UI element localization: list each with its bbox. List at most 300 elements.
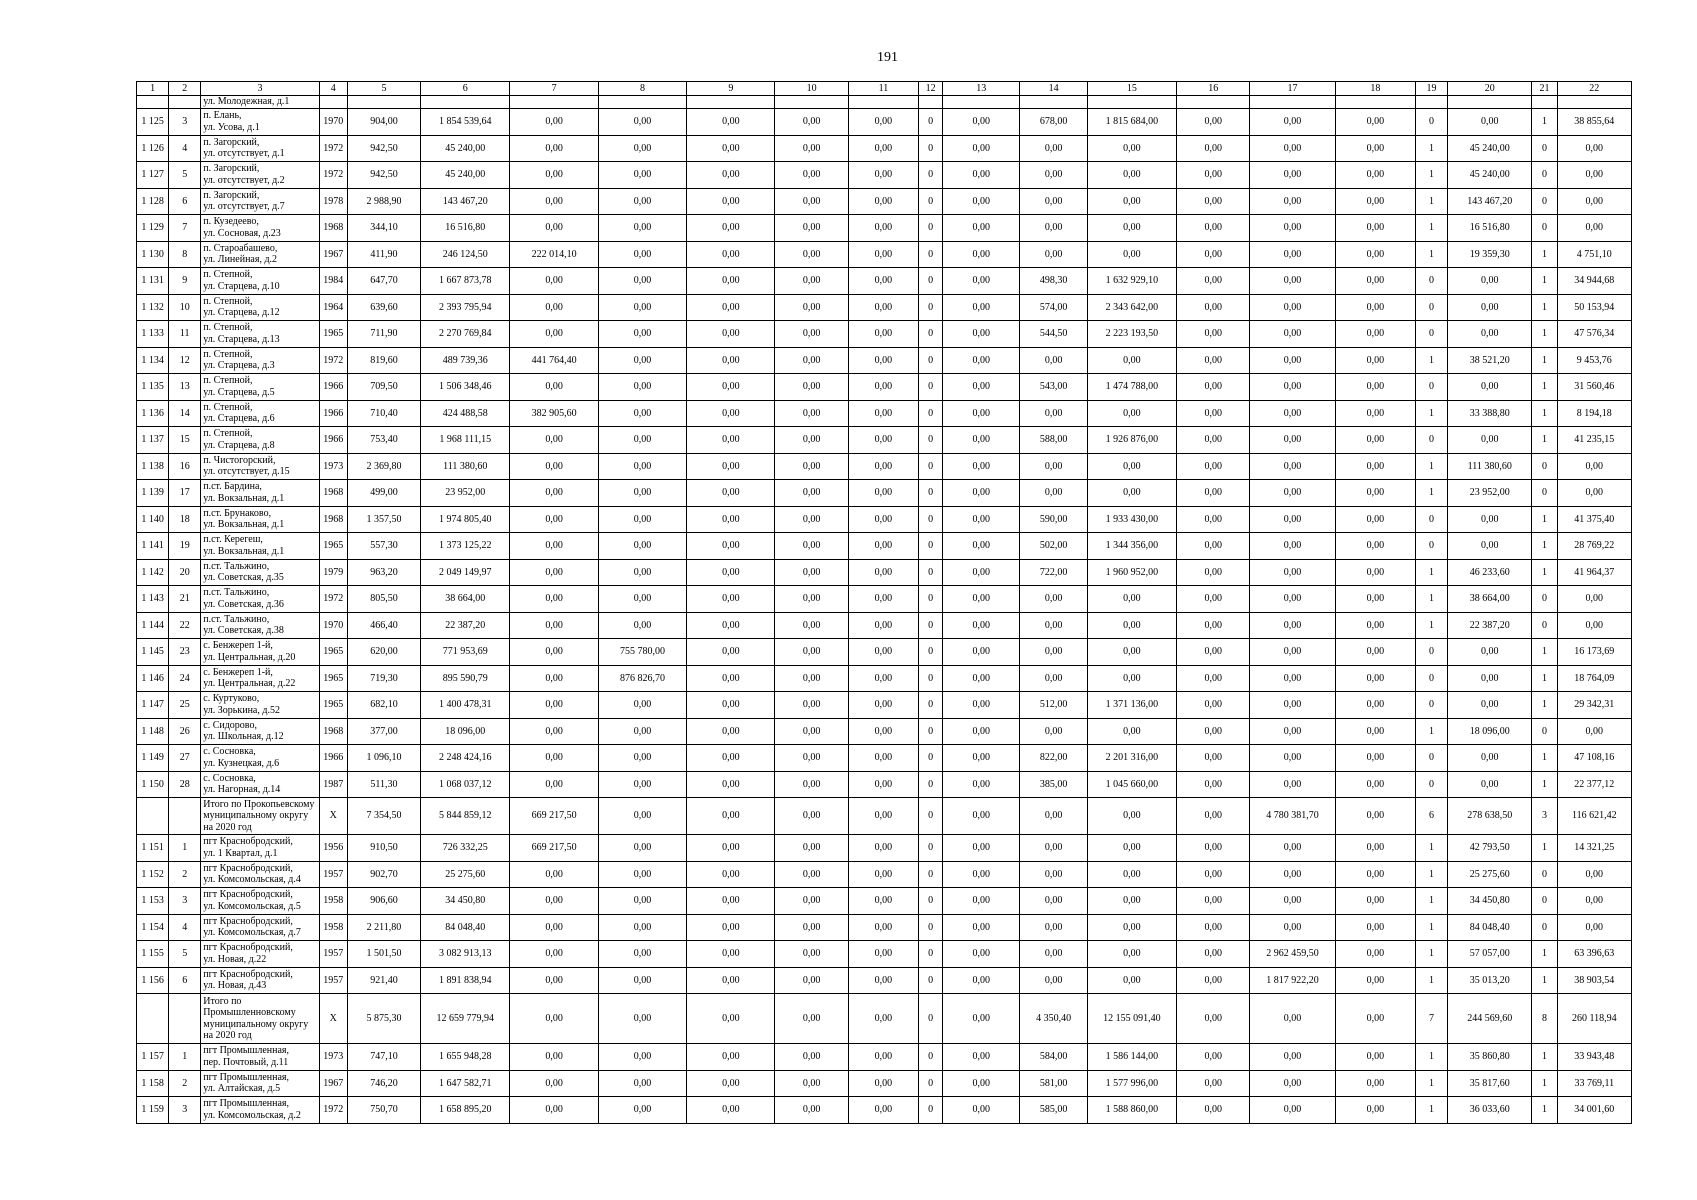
table-cell: 0,00 <box>943 835 1020 862</box>
table-cell: 0,00 <box>687 994 775 1044</box>
table-cell: 31 560,46 <box>1557 374 1631 401</box>
table-cell: 2 223 193,50 <box>1087 321 1176 348</box>
table-row <box>137 1070 1632 1097</box>
table-cell <box>943 96 1020 109</box>
table-cell: 0,00 <box>1087 914 1176 941</box>
table-row <box>137 268 1632 295</box>
table-cell: 0,00 <box>687 268 775 295</box>
table-row <box>137 1044 1632 1071</box>
table-cell: 1 655 948,28 <box>421 1044 510 1071</box>
table-cell: 1 667 873,78 <box>421 268 510 295</box>
table-cell: 0,00 <box>687 321 775 348</box>
table-cell: 1 968 111,15 <box>421 427 510 454</box>
table-cell: 0,00 <box>1020 835 1087 862</box>
table-cell: 0,00 <box>1335 1070 1415 1097</box>
table-cell: 0,00 <box>510 692 598 719</box>
table-cell: 41 964,37 <box>1557 559 1631 586</box>
table-cell: 1973 <box>319 1044 347 1071</box>
column-header: 9 <box>687 82 775 96</box>
table-cell: 0 <box>1415 692 1447 719</box>
table-row <box>137 162 1632 189</box>
table-cell: 8 <box>169 241 201 268</box>
table-cell <box>1250 96 1335 109</box>
table-cell: 424 488,58 <box>421 400 510 427</box>
table-cell: 0,00 <box>1250 215 1335 242</box>
table-cell: 0,00 <box>687 1044 775 1071</box>
table-cell: 27 <box>169 745 201 772</box>
table-row <box>137 347 1632 374</box>
table-cell: 23 952,00 <box>1448 480 1532 507</box>
table-cell: 1 <box>169 835 201 862</box>
table-cell: 0,00 <box>1335 506 1415 533</box>
table-cell: 0,00 <box>1250 835 1335 862</box>
table-cell: 34 001,60 <box>1557 1097 1631 1124</box>
table-cell: 0 <box>1532 718 1557 745</box>
table-cell: 0,00 <box>510 321 598 348</box>
table-cell: 3 <box>169 888 201 915</box>
table-cell: 0,00 <box>1335 321 1415 348</box>
table-cell: 1 474 788,00 <box>1087 374 1176 401</box>
table-cell: 0,00 <box>1177 718 1250 745</box>
table-cell: 0,00 <box>848 692 918 719</box>
address-cell: пгт Краснобродский, ул. Комсомольская, д.7 <box>201 914 319 941</box>
table-cell: 0,00 <box>1335 347 1415 374</box>
table-cell: 0,00 <box>1177 268 1250 295</box>
column-header: 17 <box>1250 82 1335 96</box>
table-cell: 0,00 <box>1177 188 1250 215</box>
table-cell: 0 <box>919 533 943 560</box>
address-cell: п. Елань, ул. Усова, д.1 <box>201 109 319 136</box>
table-cell: 0,00 <box>848 453 918 480</box>
table-cell: 0,00 <box>1177 480 1250 507</box>
table-cell: 0 <box>1532 135 1557 162</box>
table-cell: 0 <box>1532 586 1557 613</box>
table-cell: 0,00 <box>943 639 1020 666</box>
table-cell: 0,00 <box>775 162 848 189</box>
table-cell: 22 387,20 <box>421 612 510 639</box>
table-cell: 0,00 <box>1020 162 1087 189</box>
table-cell: 0 <box>919 347 943 374</box>
table-cell: 1 <box>1532 241 1557 268</box>
table-cell: 385,00 <box>1020 771 1087 798</box>
table-cell: 4 780 381,70 <box>1250 798 1335 835</box>
table-row <box>137 559 1632 586</box>
table-cell: 0,00 <box>943 967 1020 994</box>
table-cell: 33 388,80 <box>1448 400 1532 427</box>
column-header: 21 <box>1532 82 1557 96</box>
table-cell: 1 <box>169 1044 201 1071</box>
table-cell: 0,00 <box>598 835 686 862</box>
table-cell: 0,00 <box>1177 1097 1250 1124</box>
table-cell: 0 <box>919 453 943 480</box>
table-cell <box>510 96 598 109</box>
table-cell: 0 <box>1532 480 1557 507</box>
table-cell: 1 145 <box>137 639 169 666</box>
table-cell: 0,00 <box>775 586 848 613</box>
table-cell: 0,00 <box>775 888 848 915</box>
address-cell: пгт Промышленная, ул. Комсомольская, д.2 <box>201 1097 319 1124</box>
table-cell: 1966 <box>319 745 347 772</box>
table-cell: 38 664,00 <box>1448 586 1532 613</box>
column-header: 6 <box>421 82 510 96</box>
table-cell: 45 240,00 <box>421 135 510 162</box>
table-cell: 22 377,12 <box>1557 771 1631 798</box>
table-cell: 0,00 <box>943 480 1020 507</box>
table-cell: 0,00 <box>510 718 598 745</box>
table-cell: 0,00 <box>1020 888 1087 915</box>
table-row <box>137 109 1632 136</box>
table-cell: 502,00 <box>1020 533 1087 560</box>
table-row <box>137 639 1632 666</box>
table-row <box>137 692 1632 719</box>
table-cell: 45 240,00 <box>421 162 510 189</box>
table-cell: 0,00 <box>775 294 848 321</box>
data-table <box>136 81 1632 1124</box>
table-cell: 0,00 <box>775 861 848 888</box>
table-cell: 0,00 <box>1335 215 1415 242</box>
table-row <box>137 1097 1632 1124</box>
table-row <box>137 835 1632 862</box>
address-cell: пгт Промышленная, ул. Алтайская, д.5 <box>201 1070 319 1097</box>
table-cell: 0,00 <box>775 321 848 348</box>
table-cell: 0,00 <box>1177 861 1250 888</box>
table-cell: 1965 <box>319 665 347 692</box>
table-cell: 0,00 <box>687 559 775 586</box>
table-cell: 0,00 <box>1177 639 1250 666</box>
table-cell: 0,00 <box>510 427 598 454</box>
table-cell: 0,00 <box>1335 453 1415 480</box>
table-cell: 0,00 <box>598 1044 686 1071</box>
table-cell: 0,00 <box>598 135 686 162</box>
table-cell: 0,00 <box>848 639 918 666</box>
table-cell: 0,00 <box>687 374 775 401</box>
table-cell: 1 132 <box>137 294 169 321</box>
address-cell: п. Степной, ул. Старцева, д.3 <box>201 347 319 374</box>
table-cell: 0,00 <box>1087 135 1176 162</box>
table-cell: 0,00 <box>687 294 775 321</box>
table-cell: 1965 <box>319 321 347 348</box>
table-cell: 0,00 <box>1335 480 1415 507</box>
table-cell: 1 974 805,40 <box>421 506 510 533</box>
table-cell: 0,00 <box>598 533 686 560</box>
table-cell: 0,00 <box>1250 914 1335 941</box>
column-header: 2 <box>169 82 201 96</box>
header-row <box>137 82 1632 96</box>
table-cell: 498,30 <box>1020 268 1087 295</box>
table-cell: 0,00 <box>775 480 848 507</box>
table-cell: 557,30 <box>347 533 420 560</box>
table-cell: 489 739,36 <box>421 347 510 374</box>
table-cell: 0,00 <box>1335 241 1415 268</box>
table-row <box>137 771 1632 798</box>
table-cell: 0,00 <box>687 506 775 533</box>
column-header: 8 <box>598 82 686 96</box>
table-cell: 1972 <box>319 1097 347 1124</box>
table-cell: 0,00 <box>687 888 775 915</box>
address-cell: пгт Краснобродский, ул. Новая, д.22 <box>201 941 319 968</box>
table-cell: 246 124,50 <box>421 241 510 268</box>
table-cell: 0,00 <box>943 453 1020 480</box>
table-cell: 0 <box>1415 665 1447 692</box>
table-cell: 0,00 <box>1335 400 1415 427</box>
table-cell: 1 152 <box>137 861 169 888</box>
table-cell: 1965 <box>319 533 347 560</box>
table-cell: 0,00 <box>1020 639 1087 666</box>
table-cell: 3 <box>169 109 201 136</box>
table-cell: 382 905,60 <box>510 400 598 427</box>
table-cell: 1 153 <box>137 888 169 915</box>
table-cell: 1 <box>1415 241 1447 268</box>
address-cell: пгт Краснобродский, ул. 1 Квартал, д.1 <box>201 835 319 862</box>
table-cell: 1 154 <box>137 914 169 941</box>
table-cell: 1 136 <box>137 400 169 427</box>
table-cell: 639,60 <box>347 294 420 321</box>
table-cell: 1 <box>1415 861 1447 888</box>
table-cell: 0,00 <box>943 994 1020 1044</box>
table-cell: 0 <box>1532 188 1557 215</box>
table-cell: 0,00 <box>775 109 848 136</box>
table-cell: 1970 <box>319 109 347 136</box>
table-cell: 1 068 037,12 <box>421 771 510 798</box>
table-cell: 942,50 <box>347 162 420 189</box>
table-cell: 0,00 <box>943 1097 1020 1124</box>
table-cell: 0,00 <box>943 215 1020 242</box>
table-cell: 0,00 <box>687 1097 775 1124</box>
table-cell: 0,00 <box>687 835 775 862</box>
table-cell: 0,00 <box>687 109 775 136</box>
address-cell: п. Степной, ул. Старцева, д.6 <box>201 400 319 427</box>
table-cell: 0,00 <box>848 798 918 835</box>
table-cell: 0,00 <box>687 347 775 374</box>
table-cell: 18 096,00 <box>1448 718 1532 745</box>
table-cell: 0,00 <box>848 771 918 798</box>
table-cell: 0,00 <box>598 967 686 994</box>
table-cell: 1966 <box>319 400 347 427</box>
table-cell: 0 <box>919 135 943 162</box>
table-cell: 0,00 <box>510 453 598 480</box>
table-cell: 0,00 <box>1020 914 1087 941</box>
table-cell: 0,00 <box>598 109 686 136</box>
table-cell: 1 <box>1415 188 1447 215</box>
table-cell: 0,00 <box>1250 559 1335 586</box>
address-cell: п. Степной, ул. Старцева, д.13 <box>201 321 319 348</box>
table-cell: 0,00 <box>943 162 1020 189</box>
table-cell: 0,00 <box>1177 321 1250 348</box>
table-cell: 0,00 <box>1177 745 1250 772</box>
table-cell: 574,00 <box>1020 294 1087 321</box>
address-cell: п. Степной, ул. Старцева, д.8 <box>201 427 319 454</box>
table-cell: 41 375,40 <box>1557 506 1631 533</box>
table-cell: 0,00 <box>1177 294 1250 321</box>
table-cell: 0,00 <box>1020 586 1087 613</box>
address-cell: с. Бенжереп 1-й, ул. Центральная, д.20 <box>201 639 319 666</box>
table-cell: 0,00 <box>687 941 775 968</box>
table-cell: 111 380,60 <box>421 453 510 480</box>
table-cell: 0,00 <box>687 798 775 835</box>
table-row <box>137 294 1632 321</box>
table-cell: 0,00 <box>943 771 1020 798</box>
table-cell: 0,00 <box>1250 861 1335 888</box>
table-cell: 0,00 <box>510 967 598 994</box>
column-header: 1 <box>137 82 169 96</box>
table-cell: 6 <box>169 967 201 994</box>
table-cell: 0,00 <box>1557 718 1631 745</box>
table-cell: 9 453,76 <box>1557 347 1631 374</box>
table-cell: 1966 <box>319 374 347 401</box>
table-cell: 0,00 <box>1250 162 1335 189</box>
column-header: 13 <box>943 82 1020 96</box>
table-cell: 0,00 <box>687 639 775 666</box>
table-cell: 0 <box>919 692 943 719</box>
table-cell: 0,00 <box>598 888 686 915</box>
table-row <box>137 665 1632 692</box>
table-cell: 511,30 <box>347 771 420 798</box>
table-cell: 0,00 <box>1335 639 1415 666</box>
table-cell: 0,00 <box>775 453 848 480</box>
table-cell: 1 <box>1415 347 1447 374</box>
table-cell: 1 <box>1532 1044 1557 1071</box>
table-cell: 1 <box>1415 941 1447 968</box>
table-cell: 1 373 125,22 <box>421 533 510 560</box>
table-cell: 1 <box>1532 559 1557 586</box>
table-cell: 0,00 <box>943 427 1020 454</box>
table-cell: 5 <box>169 941 201 968</box>
table-cell: 1 926 876,00 <box>1087 427 1176 454</box>
table-cell: 11 <box>169 321 201 348</box>
table-cell: 0,00 <box>1557 914 1631 941</box>
table-cell: 1972 <box>319 135 347 162</box>
table-cell: 0 <box>919 639 943 666</box>
table-row <box>137 427 1632 454</box>
table-row <box>137 215 1632 242</box>
table-cell: 0,00 <box>1177 586 1250 613</box>
address-cell: ул. Молодежная, д.1 <box>201 96 319 109</box>
table-cell: 805,50 <box>347 586 420 613</box>
table-cell: 0,00 <box>687 400 775 427</box>
table-cell: 377,00 <box>347 718 420 745</box>
table-cell: 0,00 <box>943 188 1020 215</box>
table-cell: 0,00 <box>943 321 1020 348</box>
table-cell: 0 <box>919 941 943 968</box>
column-header: 20 <box>1448 82 1532 96</box>
table-cell <box>1415 96 1447 109</box>
table-row <box>137 480 1632 507</box>
table-cell: 1 <box>1532 745 1557 772</box>
table-cell: 0,00 <box>1177 135 1250 162</box>
table-cell: 1 <box>1415 967 1447 994</box>
address-cell: пгт Промышленная, пер. Почтовый, д.11 <box>201 1044 319 1071</box>
table-cell: 0,00 <box>1557 162 1631 189</box>
table-cell: 0 <box>919 506 943 533</box>
table-cell: 0,00 <box>510 941 598 968</box>
table-cell: 0,00 <box>1250 612 1335 639</box>
table-cell: 16 173,69 <box>1557 639 1631 666</box>
table-cell: 4 <box>169 135 201 162</box>
table-cell: 0,00 <box>598 453 686 480</box>
table-cell: 47 576,34 <box>1557 321 1631 348</box>
table-cell <box>137 96 169 109</box>
table-cell: 1968 <box>319 506 347 533</box>
address-cell: п.ст. Брунаково, ул. Вокзальная, д.1 <box>201 506 319 533</box>
address-cell: п. Загорский, ул. отсутствует, д.2 <box>201 162 319 189</box>
table-cell: 0,00 <box>1335 1097 1415 1124</box>
table-cell: 1967 <box>319 241 347 268</box>
table-cell: 0 <box>1415 109 1447 136</box>
table-cell: 0,00 <box>1020 453 1087 480</box>
table-cell: 669 217,50 <box>510 798 598 835</box>
table-cell: 1 <box>1415 400 1447 427</box>
table-row <box>137 914 1632 941</box>
table-cell: 0,00 <box>1177 453 1250 480</box>
table-cell: 244 569,60 <box>1448 994 1532 1044</box>
table-cell: 38 855,64 <box>1557 109 1631 136</box>
table-cell: 0,00 <box>1250 294 1335 321</box>
table-cell: 0,00 <box>848 241 918 268</box>
table-row <box>137 967 1632 994</box>
table-cell: 22 387,20 <box>1448 612 1532 639</box>
table-cell: 2 369,80 <box>347 453 420 480</box>
table-cell: 3 <box>169 1097 201 1124</box>
table-cell: 0,00 <box>1335 294 1415 321</box>
table-cell: 2 049 149,97 <box>421 559 510 586</box>
table-cell: 0,00 <box>1177 665 1250 692</box>
table-cell: 0,00 <box>1087 162 1176 189</box>
table-cell: 0 <box>1415 294 1447 321</box>
table-cell: 0,00 <box>1087 941 1176 968</box>
table-cell: 0,00 <box>1250 188 1335 215</box>
table-cell: 8 <box>1532 994 1557 1044</box>
table-cell: 0,00 <box>510 1044 598 1071</box>
table-cell: 0,00 <box>848 188 918 215</box>
table-cell: 0,00 <box>687 188 775 215</box>
table-cell: 1 096,10 <box>347 745 420 772</box>
table-cell: 0,00 <box>1448 745 1532 772</box>
table-cell: 0,00 <box>775 400 848 427</box>
table-row <box>137 453 1632 480</box>
table-cell: 57 057,00 <box>1448 941 1532 968</box>
table-cell: 0,00 <box>775 692 848 719</box>
page-number: 191 <box>877 50 898 65</box>
table-cell: 1987 <box>319 771 347 798</box>
table-cell: 1958 <box>319 914 347 941</box>
table-cell: 0,00 <box>1448 321 1532 348</box>
table-cell: 0,00 <box>943 559 1020 586</box>
table-cell: 1 <box>1532 400 1557 427</box>
table-cell: 0,00 <box>598 745 686 772</box>
table-cell: 0,00 <box>775 941 848 968</box>
table-cell: 1 647 582,71 <box>421 1070 510 1097</box>
table-cell: 1958 <box>319 888 347 915</box>
table-cell: 910,50 <box>347 835 420 862</box>
table-cell: 18 096,00 <box>421 718 510 745</box>
table-cell: 747,10 <box>347 1044 420 1071</box>
table-cell: 1957 <box>319 967 347 994</box>
table-cell: 0,00 <box>848 586 918 613</box>
table-cell: 3 082 913,13 <box>421 941 510 968</box>
table-cell: 1 <box>1415 1044 1447 1071</box>
table-cell: 34 450,80 <box>421 888 510 915</box>
table-cell: 1 <box>1415 215 1447 242</box>
table-cell: 0,00 <box>1087 586 1176 613</box>
address-cell: п. Степной, ул. Старцева, д.10 <box>201 268 319 295</box>
table-cell: 0,00 <box>1335 771 1415 798</box>
table-cell: 3 <box>1532 798 1557 835</box>
table-cell: 0,00 <box>943 798 1020 835</box>
table-cell: 0,00 <box>1177 506 1250 533</box>
table-cell: 0,00 <box>775 718 848 745</box>
table-cell: 1 <box>1532 268 1557 295</box>
table-cell: 1 <box>1415 559 1447 586</box>
